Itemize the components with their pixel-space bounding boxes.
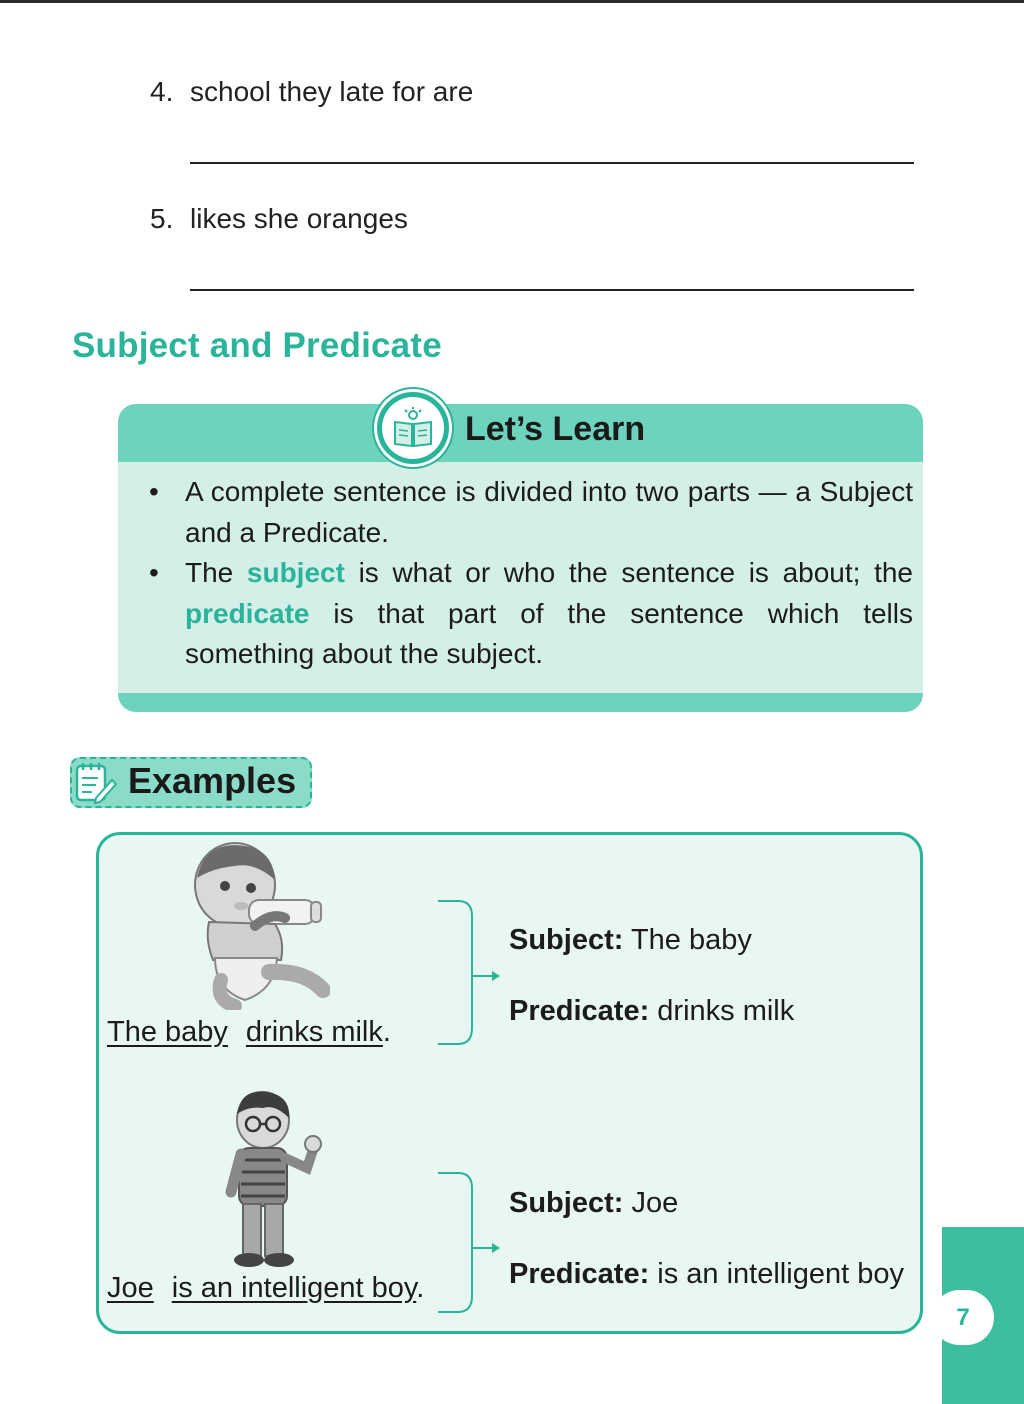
subject-value: Joe bbox=[623, 1187, 679, 1219]
open-book-lightbulb-icon bbox=[391, 406, 435, 450]
predicate-value: drinks milk bbox=[649, 995, 795, 1027]
bullet-item-2 bbox=[145, 553, 913, 675]
example-sentence-2 bbox=[107, 1272, 424, 1305]
bullet-item-1: • A complete sentence is divided into two parts — a Subject and a Predicate. bbox=[145, 472, 913, 553]
subject-phrase: The baby bbox=[107, 1016, 228, 1048]
bullet-text: is what or who the sentence is about; the bbox=[344, 557, 913, 588]
subject-phrase: Joe bbox=[107, 1272, 154, 1304]
bracket-arrow-2 bbox=[436, 1170, 502, 1316]
question-4 bbox=[150, 76, 473, 108]
question-text: school they late for are bbox=[190, 76, 474, 107]
examples-title: Examples bbox=[128, 760, 297, 801]
sentence-punctuation: . bbox=[416, 1272, 425, 1304]
subject-label-line-1 bbox=[509, 924, 752, 957]
lets-learn-title: Let’s Learn bbox=[465, 410, 646, 448]
predicate-label-line-1 bbox=[509, 995, 794, 1028]
bracket-arrow-1 bbox=[436, 898, 502, 1048]
bullet-text: is that part of the sentence which tells something about the subject. bbox=[185, 597, 913, 669]
lets-learn-footer-band bbox=[118, 693, 923, 712]
question-number: 4. bbox=[150, 76, 174, 107]
boy-waving-illustration bbox=[225, 1088, 325, 1270]
lets-learn-badge bbox=[374, 389, 452, 467]
question-number: 5. bbox=[150, 203, 174, 234]
predicate-label: Predicate: bbox=[509, 995, 650, 1027]
highlight-predicate: predicate bbox=[185, 597, 310, 629]
highlight-subject: subject bbox=[246, 557, 345, 588]
predicate-phrase: drinks milk bbox=[245, 1016, 383, 1048]
sentence-punctuation: . bbox=[382, 1016, 391, 1048]
lets-learn-bullets bbox=[145, 472, 913, 675]
baby-drinking-milk-illustration bbox=[185, 840, 330, 1010]
subject-label: Subject: bbox=[509, 1187, 624, 1219]
top-rule bbox=[0, 0, 1024, 3]
bullet-text: The bbox=[185, 557, 247, 588]
answer-line-4[interactable] bbox=[190, 162, 914, 164]
subject-value: The baby bbox=[623, 924, 752, 956]
section-title: Subject and Predicate bbox=[72, 326, 442, 365]
predicate-label-line-2 bbox=[509, 1258, 904, 1291]
example-sentence-1 bbox=[107, 1016, 391, 1049]
predicate-label: Predicate: bbox=[509, 1258, 650, 1290]
subject-label: Subject: bbox=[509, 924, 624, 956]
subject-label-line-2 bbox=[509, 1187, 678, 1220]
notepad-pencil-icon bbox=[72, 760, 118, 806]
question-text: likes she oranges bbox=[190, 203, 408, 234]
question-5 bbox=[150, 203, 408, 235]
page-number: 7 bbox=[932, 1290, 994, 1345]
predicate-value: is an intelligent boy bbox=[649, 1258, 904, 1290]
answer-line-5[interactable] bbox=[190, 289, 914, 291]
predicate-phrase: is an intelligent boy bbox=[171, 1272, 417, 1304]
